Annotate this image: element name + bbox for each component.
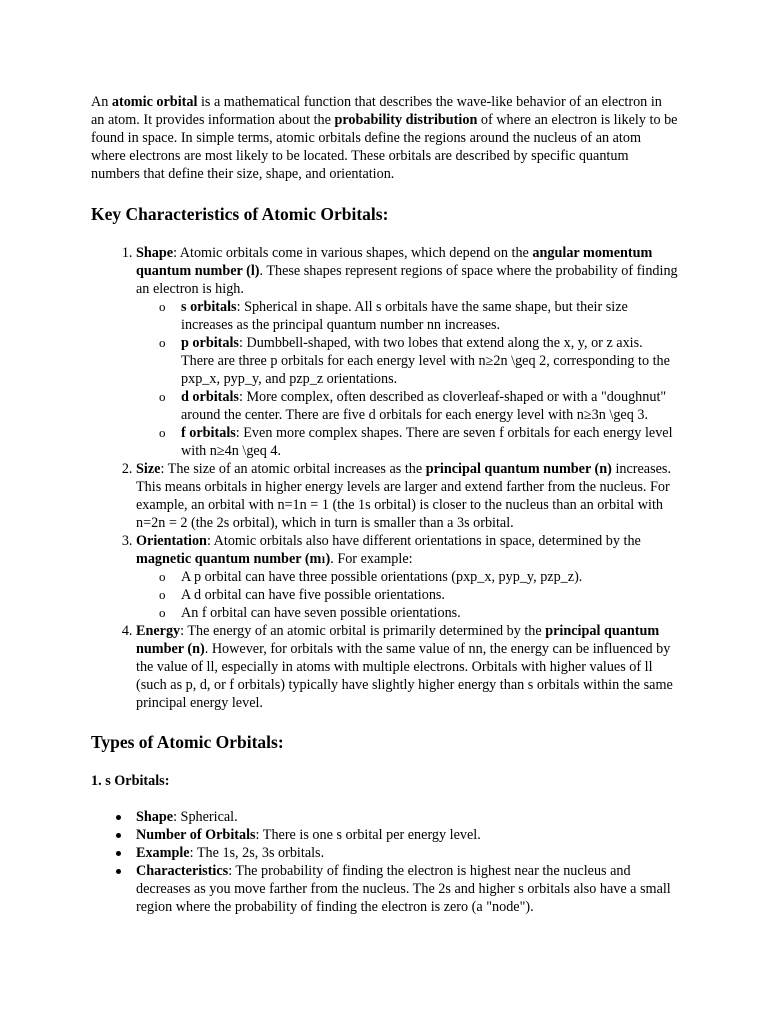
shape-sublist bbox=[136, 298, 678, 460]
bullet-item-example bbox=[136, 844, 678, 862]
intro-bold-probability-distribution: probability distribution bbox=[334, 112, 478, 128]
bullet-term: Shape bbox=[136, 809, 174, 825]
bullet-text: : The probability of finding the electron is highest near the nucleus and decreases as you move farther from the nucleus. The 2s and higher s orbitals also have a small region where the probability of finding the electron is zero (a "node"). bbox=[136, 863, 671, 915]
item-text: : Atomic orbitals come in various shapes, which depend on the bbox=[173, 245, 533, 261]
sublist-item-f-orbitals bbox=[181, 424, 678, 460]
bullet-term: Number of Orbitals bbox=[136, 827, 256, 843]
sublist-item-d-orbitals bbox=[181, 388, 678, 424]
sub-text: : More complex, often described as cloverleaf-shaped or with a "doughnut" around the center. There are five d orbitals for each energy level with n≥3n \geq 3. bbox=[181, 389, 667, 423]
section-heading-key-characteristics: Key Characteristics of Atomic Orbitals: bbox=[91, 204, 389, 224]
item-text: . However, for orbitals with the same value of nn, the energy can be influenced by the value of ll, especially in atoms with multiple electrons. Orbitals with higher values of ll (such as p, d, or f orbitals) typically have slightly higher energy than s orbitals within the same principal energy level. bbox=[136, 641, 673, 711]
sub-term: d orbitals bbox=[181, 389, 239, 405]
characteristics-list bbox=[91, 244, 678, 712]
bullet-item-shape bbox=[136, 808, 678, 826]
item-term: Size bbox=[136, 461, 161, 477]
sub-term: p orbitals bbox=[181, 335, 239, 351]
item-bold: principal quantum number (n) bbox=[425, 461, 612, 477]
list-item-orientation bbox=[136, 532, 678, 622]
item-bold: angular momentum quantum number (l) bbox=[136, 245, 653, 279]
item-text: increases. This means orbitals in higher energy levels are larger and extend farther from the nucleus. For example, an orbital with n=1n = 1 (the 1s orbital) is closer to the nucleus than an orbital with n=2n = 2 (the 2s orbital), which in turn is smaller than a 3s orbital. bbox=[136, 461, 671, 531]
bullet-text: : There is one s orbital per energy level. bbox=[255, 827, 481, 843]
sub-term: s orbitals bbox=[181, 299, 237, 315]
bullet-item-characteristics bbox=[136, 862, 678, 916]
section-heading-types: Types of Atomic Orbitals: bbox=[91, 732, 284, 752]
item-text: : The size of an atomic orbital increases as the bbox=[160, 461, 426, 477]
item-term: Shape bbox=[136, 245, 174, 261]
item-bold: principal quantum number (n) bbox=[136, 623, 660, 657]
bullet-text: : Spherical. bbox=[173, 809, 238, 825]
sublist-item-p-orbitals bbox=[181, 334, 678, 388]
bullet-term: Characteristics bbox=[136, 863, 229, 879]
item-text: : Atomic orbitals also have different orientations in space, determined by the bbox=[206, 533, 641, 549]
sub-text: : Even more complex shapes. There are seven f orbitals for each energy level with n≥4n \geq 4. bbox=[181, 425, 673, 459]
intro-paragraph bbox=[91, 93, 678, 183]
item-text: . These shapes represent regions of space where the probability of finding an electron is high. bbox=[136, 263, 678, 297]
sub-text: : Spherical in shape. All s orbitals have the same shape, but their size increases as the principal quantum number nn increases. bbox=[181, 299, 628, 333]
item-text: : The energy of an atomic orbital is primarily determined by the bbox=[180, 623, 546, 639]
intro-text-1: An bbox=[91, 94, 112, 110]
sublist-item-p-orientation: o A p orbital can have three possible orientations (pxp_x, pyp_y, pzp_z). bbox=[181, 568, 678, 586]
intro-text-2: is a mathematical function that describes the wave-like behavior of an electron in an atom. It provides information about the bbox=[91, 94, 662, 128]
sublist-item-f-orientation: o An f orbital can have seven possible orientations. bbox=[181, 604, 678, 622]
list-item-shape bbox=[136, 244, 678, 460]
sub-text: : Dumbbell-shaped, with two lobes that extend along the x, y, or z axis. There are three p orbitals for each energy level with n≥2n \geq 2, corresponding to the pxp_x, pyp_y, and pzp_z orientations. bbox=[181, 335, 670, 387]
item-term: Energy bbox=[136, 623, 181, 639]
orientation-sublist bbox=[136, 568, 678, 622]
s-orbitals-bullet-list bbox=[91, 808, 678, 916]
bullet-term: Example bbox=[136, 845, 190, 861]
item-bold: magnetic quantum number (mₗ) bbox=[136, 551, 331, 567]
sub-term: f orbitals bbox=[181, 425, 236, 441]
bullet-item-number bbox=[136, 826, 678, 844]
list-item-size bbox=[136, 460, 678, 532]
intro-bold-atomic-orbital: atomic orbital bbox=[111, 94, 198, 110]
sublist-item-d-orientation: o A d orbital can have five possible orientations. bbox=[181, 586, 678, 604]
sublist-item-s-orbitals bbox=[181, 298, 678, 334]
bullet-text: : The 1s, 2s, 3s orbitals. bbox=[189, 845, 325, 861]
list-item-energy bbox=[136, 622, 678, 712]
item-text: . For example: bbox=[330, 551, 413, 567]
intro-text-3: of where an electron is likely to be found in space. In simple terms, atomic orbitals define the regions around the nucleus of an atom where electrons are most likely to be located. These orbitals are described by specific quantum numbers that define their size, shape, and orientation. bbox=[91, 112, 678, 182]
subheading-s-orbitals: 1. s Orbitals: bbox=[91, 773, 170, 789]
item-term: Orientation bbox=[136, 533, 207, 549]
